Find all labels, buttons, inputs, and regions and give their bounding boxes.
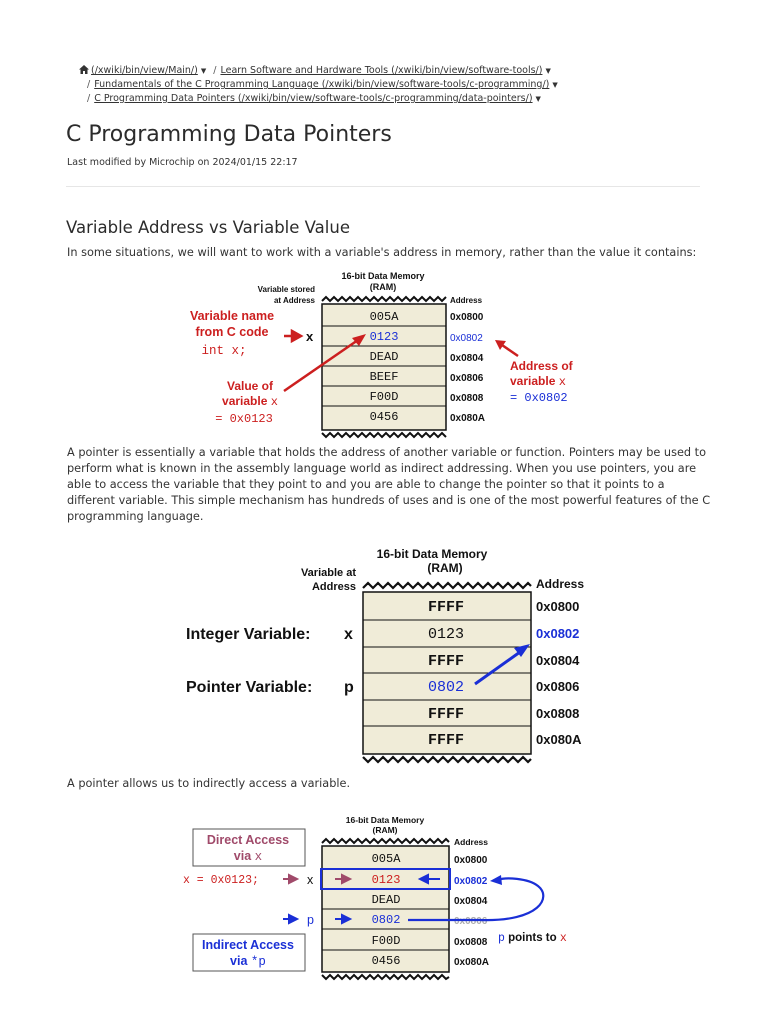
memory-cell: 0802 [427, 679, 465, 696]
memory-cell: FFFF [427, 599, 465, 616]
indirect-access-label-1: Indirect Access [202, 938, 294, 952]
value-label-1: Value of [226, 379, 274, 393]
memory-cell: 0123 [369, 330, 399, 344]
value-equals: = 0x0123 [215, 412, 273, 426]
memory-title: 16-bit Data Memory [345, 815, 425, 825]
breadcrumb-item-software-tools[interactable]: Learn Software and Hardware Tools (/xwiki/bin/view/software-tools/) [220, 65, 543, 76]
address-column-head: Address [536, 577, 585, 591]
breadcrumb [79, 64, 558, 106]
address-label: 0x0800 [450, 312, 484, 323]
paragraph-pointer-definition: A pointer is essentially a variable that holds the address of another variable or function. Pointers may be used to perform what is known in the assembly language world as indirect addressing. When you use pointers, you are able to access the variable that they point to and you are able to change the pointer so that it points to a different variable. This simple mechanism has hundreds of uses and is one of the most powerful features of the C programming language. [67, 446, 711, 523]
address-label: 0x0804 [536, 653, 580, 668]
declaration-code: int x; [201, 344, 247, 358]
memory-cell: 0456 [371, 954, 401, 968]
direct-access-label-2: via x [233, 849, 263, 864]
variable-x-label: x [306, 329, 314, 344]
address-label: 0x080A [450, 413, 486, 424]
memory-cell: 005A [369, 310, 399, 324]
points-to-label: p points to x [498, 932, 567, 945]
page-title: C Programming Data Pointers [66, 122, 392, 147]
memory-subtitle: (RAM) [427, 561, 463, 575]
address-label: 0x0808 [454, 937, 488, 948]
variable-p-label: p [307, 913, 314, 927]
paragraph-indirect-access: A pointer allows us to indirectly access a variable. [67, 777, 351, 790]
left-column-head-1: Variable stored [257, 285, 315, 294]
address-label: 0x0804 [454, 896, 488, 907]
indirect-access-label-2: via *p [230, 954, 266, 969]
chevron-down-icon[interactable]: ▼ [552, 81, 558, 89]
address-label: 0x0808 [450, 393, 484, 404]
memory-title: 16-bit Data Memory [341, 271, 425, 281]
breadcrumb-item-data-pointers[interactable]: C Programming Data Pointers (/xwiki/bin/view/software-tools/c-programming/data-pointers/) [94, 93, 533, 104]
left-column-head-1: Variable at [300, 567, 356, 579]
address-label: 0x0808 [536, 706, 580, 721]
address-equals: = 0x0802 [510, 391, 568, 405]
memory-cell: FFFF [427, 653, 465, 670]
chevron-down-icon[interactable]: ▼ [545, 67, 551, 75]
direct-access-label-1: Direct Access [206, 833, 290, 847]
breadcrumb-item-c-programming[interactable]: Fundamentals of the C Programming Language (/xwiki/bin/view/software-tools/c-programming/) [94, 79, 550, 90]
memory-cell: 005A [371, 852, 401, 866]
address-label: 0x080A [536, 732, 582, 747]
breadcrumb-row-2 [79, 78, 558, 92]
breadcrumb-separator: / [87, 93, 91, 104]
memory-cell: 0123 [371, 873, 401, 887]
var-name-label-2: from C code [195, 325, 269, 339]
arrow-right-icon [283, 875, 297, 883]
address-of-label-2: variable x [510, 374, 566, 389]
figure-indirect-access [180, 812, 600, 988]
memory-cell: 0802 [371, 913, 401, 927]
pointer-variable-p: p [344, 679, 354, 696]
integer-variable-x: x [344, 626, 353, 643]
address-of-label-1: Address of [510, 359, 573, 373]
memory-cell: DEAD [371, 893, 401, 907]
breadcrumb-row-3 [79, 92, 558, 106]
arrowhead-icon [495, 340, 506, 350]
left-column-head-2: Address [311, 581, 356, 593]
section-heading: Variable Address vs Variable Value [66, 218, 350, 237]
address-label: 0x0806 [454, 916, 488, 927]
address-label: 0x080A [454, 957, 490, 968]
arrowhead-icon [490, 875, 502, 885]
pointer-variable-label: Pointer Variable: [186, 679, 313, 696]
arrow-right-icon [283, 915, 297, 923]
memory-subtitle: (RAM) [369, 282, 397, 292]
memory-cell: F00D [371, 934, 401, 948]
figure-pointer-variable [180, 544, 600, 770]
memory-title: 16-bit Data Memory [376, 547, 488, 561]
address-column-head: Address [450, 296, 483, 305]
address-column-head: Address [454, 837, 489, 847]
address-label: 0x0806 [536, 679, 580, 694]
last-modified-text: Last modified by Microchip on 2024/01/15 22:17 [67, 157, 298, 168]
divider [66, 186, 700, 187]
chevron-down-icon[interactable]: ▼ [200, 67, 207, 75]
var-name-label-1: Variable name [189, 309, 275, 323]
breadcrumb-row-1 [79, 64, 558, 78]
home-icon[interactable] [79, 65, 89, 74]
memory-cell: 0456 [369, 410, 399, 424]
memory-cell: DEAD [369, 350, 399, 364]
breadcrumb-separator: / [213, 65, 217, 76]
arrow-right-icon [284, 331, 301, 341]
figure-variable-address [180, 268, 590, 440]
assignment-code: x = 0x0123; [183, 874, 259, 887]
address-label: 0x0806 [450, 373, 484, 384]
memory-cell: FFFF [427, 706, 465, 723]
memory-cell: FFFF [427, 732, 465, 749]
left-column-head-2: at Address [273, 296, 315, 305]
address-label: 0x0802 [450, 333, 483, 344]
arrow-up-left-icon [502, 345, 518, 356]
address-label: 0x0802 [536, 626, 580, 641]
memory-cell: F00D [369, 390, 399, 404]
memory-cell: BEEF [369, 370, 399, 384]
memory-cell: 0123 [427, 626, 465, 643]
breadcrumb-separator: / [87, 79, 91, 90]
breadcrumb-home-link[interactable]: (/xwiki/bin/view/Main/) [91, 65, 198, 76]
integer-variable-label: Integer Variable: [186, 626, 311, 643]
paragraph-intro: In some situations, we will want to work with a variable's address in memory, rather than the value it contains: [67, 246, 697, 259]
value-label-2: variable x [222, 394, 278, 409]
address-label: 0x0800 [536, 599, 580, 614]
address-label: 0x0804 [450, 353, 484, 364]
chevron-down-icon[interactable]: ▼ [535, 95, 541, 103]
address-label: 0x0800 [454, 855, 488, 866]
memory-subtitle: (RAM) [372, 825, 398, 835]
address-label: 0x0802 [454, 876, 488, 887]
variable-x-label: x [307, 873, 314, 887]
